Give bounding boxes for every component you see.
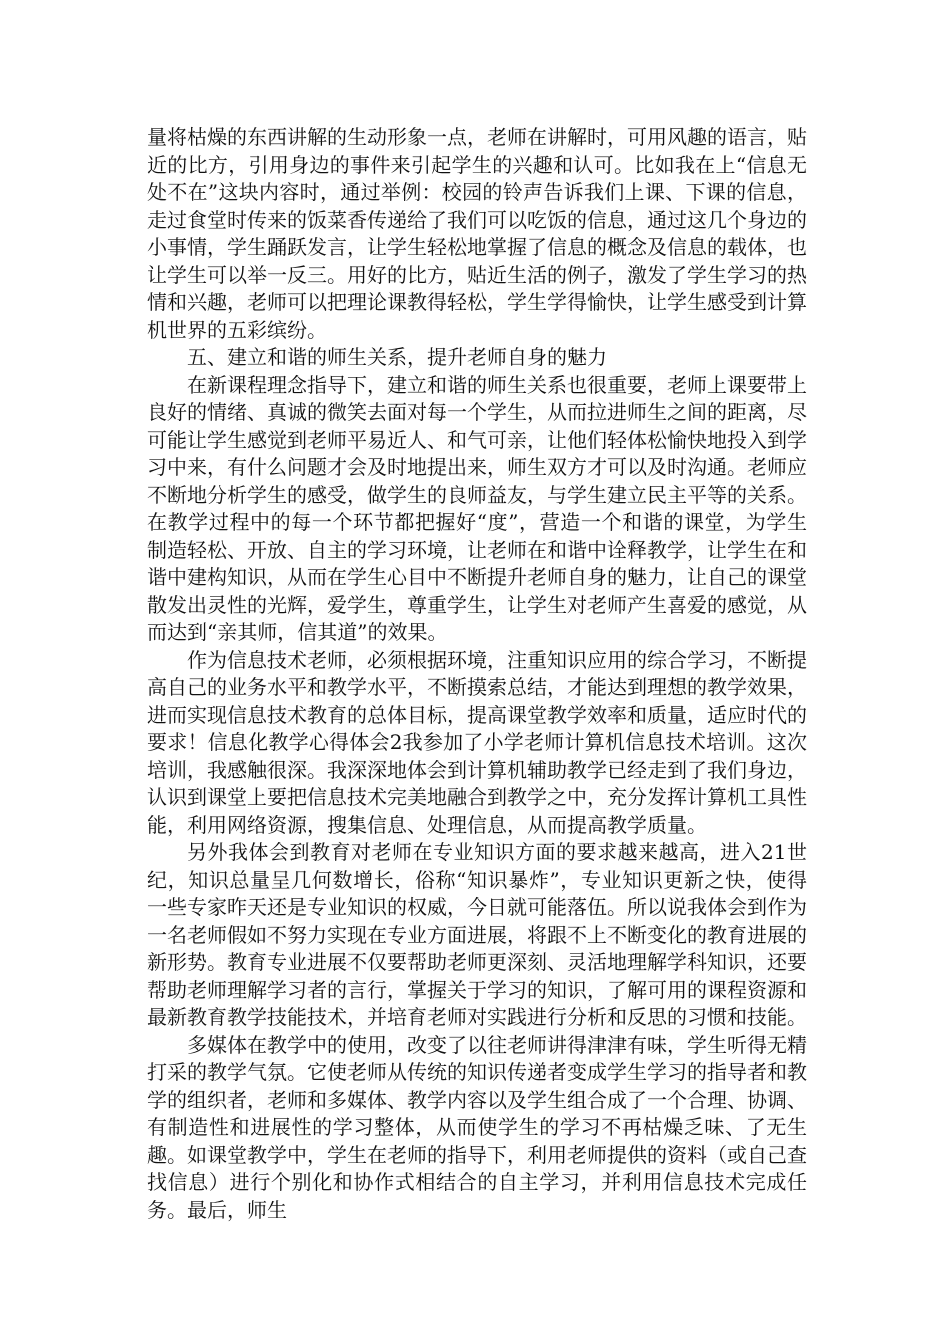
paragraph-continuation: 量将枯燥的东西讲解的生动形象一点，老师在讲解时，可用风趣的语言，贴近的比方，引用身边的事件来引起学生的兴趣和认可。比如我在上“信息无处不在”这块内容时，通过举例：校园的铃声告诉我们上课、下课的信息，走过食堂时传来的饭菜香传递给了我们可以吃饭的信息，通过这几个身边的小事情，学生踊跃发言，让学生轻松地掌握了信息的概念及信息的载体，也让学生可以举一反三。用好的比方，贴近生活的例子，激发了学生学习的热情和兴趣，老师可以把理论课教得轻松，学生学得愉快，让学生感受到计算机世界的五彩缤纷。 [147,125,807,342]
paragraph: 另外我体会到教育对老师在专业知识方面的要求越来越高，进入21世纪，知识总量呈几何数增长，俗称“知识暴炸”，专业知识更新之快，使得一些专家昨天还是专业知识的权威，今日就可能落伍。所以说我体会到作为一名老师假如不努力实现在专业方面进展，将跟不上不断变化的教育进展的新形势。教育专业进展不仅要帮助老师更深刻、灵活地理解学科知识，还要帮助老师理解学习者的言行，掌握关于学习的知识，了解可用的课程资源和最新教育教学技能技术，并培育老师对实践进行分析和反思的习惯和技能。 [147,840,807,1029]
document-page [147,124,807,1224]
section-heading: 五、建立和谐的师生关系，提升老师自身的魅力 [187,345,607,369]
paragraph: 作为信息技术老师，必须根据环境，注重知识应用的综合学习，不断提高自己的业务水平和教学水平，不断摸索总结，才能达到理想的教学效果，进而实现信息技术教育的总体目标，提高课堂教学效率和质量，适应时代的要求！信息化教学心得体会2我参加了小学老师计算机信息技术培训。这次培训，我感触很深。我深深地体会到计算机辅助教学已经走到了我们身边，认识到课堂上要把信息技术完美地融合到教学之中，充分发挥计算机工具性能，利用网络资源，搜集信息、处理信息，从而提高教学质量。 [147,647,807,837]
paragraph: 多媒体在教学中的使用，改变了以往老师讲得津津有味，学生听得无精打采的教学气氛。它使老师从传统的知识传递者变成学生学习的指导者和教学的组织者，老师和多媒体、教学内容以及学生组合成了一个合理、协调、有制造性和进展性的学习整体，从而使学生的学习不再枯燥乏味、了无生趣。如课堂教学中，学生在老师的指导下，利用老师提供的资料（或自己查找信息）进行个别化和协作式相结合的自主学习，并利用信息技术完成任务。最后，师生 [147,1032,807,1222]
paragraph: 在新课程理念指导下，建立和谐的师生关系也很重要，老师上课要带上良好的情绪、真诚的微笑去面对每一个学生，从而拉进师生之间的距离，尽可能让学生感觉到老师平易近人、和气可亲，让他们轻体松愉快地投入到学习中来，有什么问题才会及时地提出来，师生双方才可以及时沟通。老师应不断地分析学生的感受，做学生的良师益友，与学生建立民主平等的关系。在教学过程中的每一个环节都把握好“度”，营造一个和谐的课堂，为学生制造轻松、开放、自主的学习环境，让老师在和谐中诠释教学，让学生在和谐中建构知识，从而在学生心目中不断提升老师自身的魅力，让自己的课堂散发出灵性的光辉，爱学生，尊重学生，让学生对老师产生喜爱的感觉，从而达到“亲其师，信其道”的效果。 [147,372,807,644]
